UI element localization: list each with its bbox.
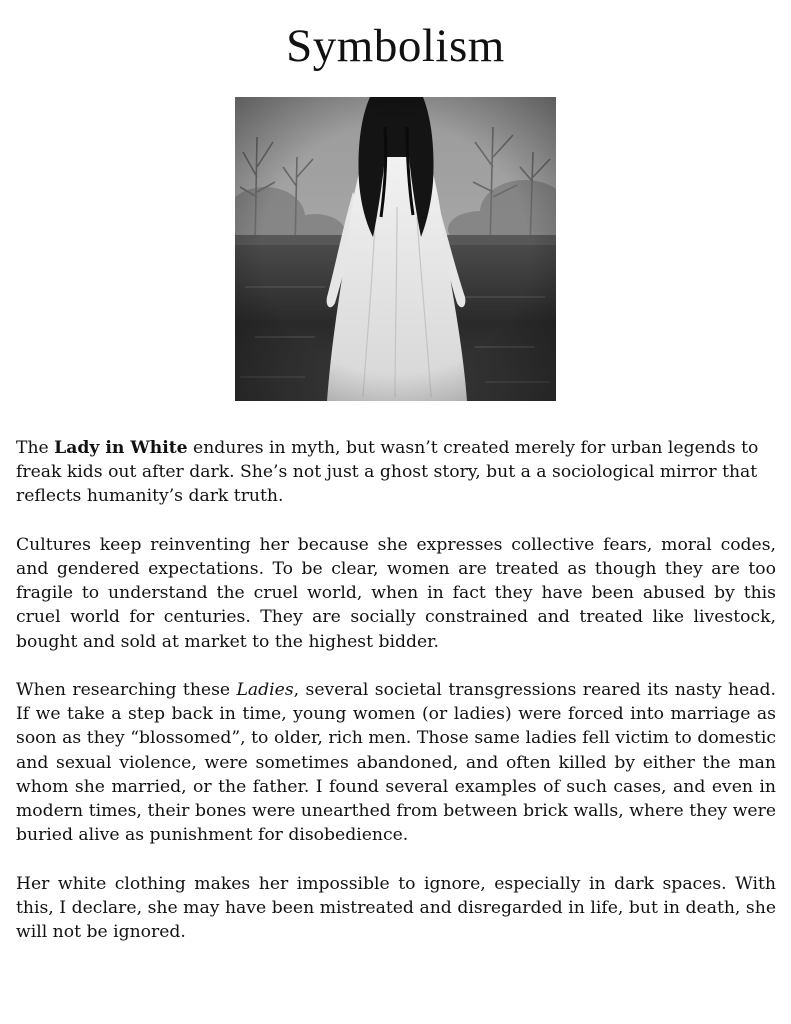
paragraph-intro: The Lady in White endures in myth, but wasn’t created merely for urban legends to freak kids out after dark. She’s not just a ghost story, but a a sociological mirror that reflects humanity’s dark truth.	[16, 438, 759, 507]
bold-term: Lady in White	[54, 438, 188, 458]
page-title: Symbolism	[286, 20, 505, 72]
article-body	[16, 436, 776, 944]
paragraph-clothing: Her white clothing makes her impossible to ignore, especially in dark spaces. With this, I declare, she may have been mistreated and disregarded in life, but in death, she will not be ignored.	[16, 873, 776, 943]
lady-in-white-photo	[235, 97, 556, 401]
paragraph-cultures: Cultures keep reinventing her because she expresses collective fears, moral codes, and gendered expectations. To be clear, women are treated as though they are too fragile to understand the cruel world, when in fact they have been abused by this cruel world for centuries. They are socially constrained and treated like livestock, bought and sold at market to the highest bidder.	[16, 534, 776, 652]
italic-term: Ladies	[236, 680, 294, 700]
ghost-woman-image	[235, 97, 556, 401]
paragraph-research: When researching these Ladies, several societal transgressions reared its nasty head. If we take a step back in time, young women (or ladies) were forced into marriage as soon as they “blossomed”, to older, rich men. Those same ladies fell victim to domestic and sexual violence, were sometimes abandoned, and often killed by either the man whom she married, or the father. I found several examples of such cases, and even in modern times, their bones were unearthed from between brick walls, where they were buried alive as punishment for disobedience.	[16, 680, 776, 846]
